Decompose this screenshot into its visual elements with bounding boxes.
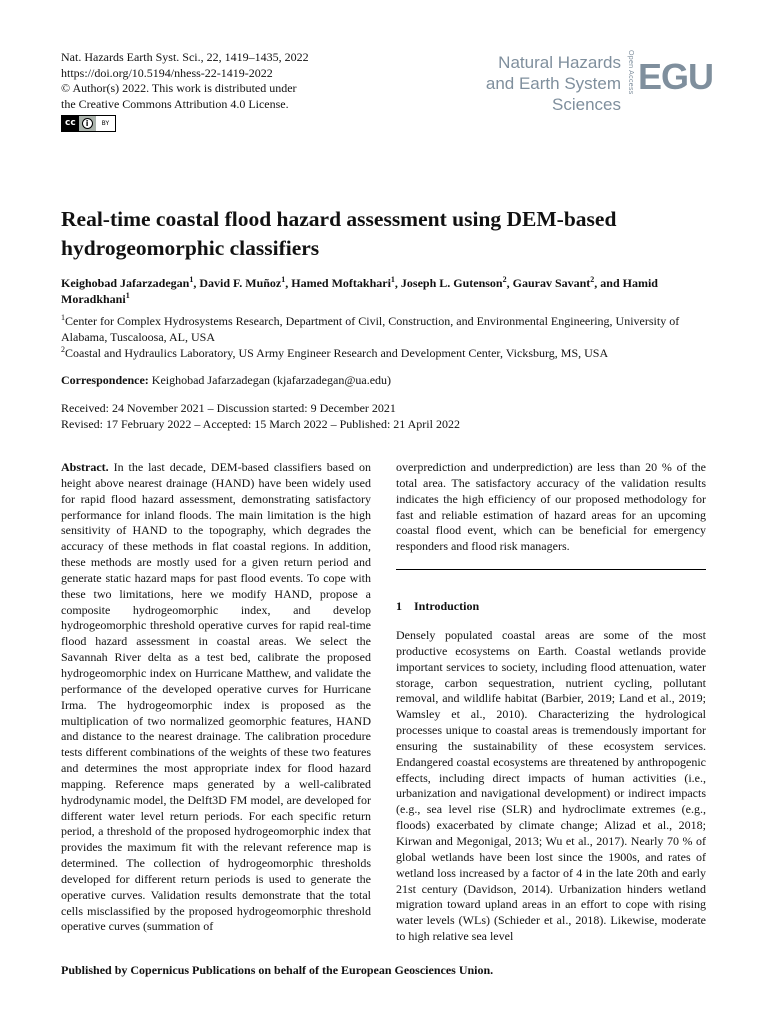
abstract xyxy=(61,460,371,960)
doi-link[interactable]: https://doi.org/10.5194/nhess-22-1419-2022 xyxy=(61,65,273,80)
abstract-continuation: overprediction and underprediction) are less than 20 % of the total area. The satisfactory accuracy of the validation results indicates the high efficiency of our proposed methodology for fast and reliable estimation of hazard areas for an upcoming coastal flood event, which can be beneficial for emergency responders and flood risk managers. xyxy=(396,460,706,554)
affiliation-1: $^1$Center for Complex Hydrosystems Research, Department of Civil, Construction, and Environmental Engineering, University of Alabama, Tuscaloosa, AL, USA xyxy=(61,313,680,344)
license-line: the Creative Commons Attribution 4.0 License. xyxy=(61,96,289,111)
publisher-footer: Published by Copernicus Publications on behalf of the European Geosciences Union. xyxy=(61,963,494,977)
section-number: 1 xyxy=(396,599,402,613)
abstract-label: Abstract. xyxy=(61,460,109,474)
by-attribution-icon: i xyxy=(79,116,96,131)
author-list: Keighobad Jafarzadegan$^1$, David F. Muñoz$^1$, Hamed Moftakhari$^1$, Joseph L. Gutenson$^2$, Gaurav Savant$^2$, and Hamid Moradkhani$^1$ xyxy=(61,275,658,306)
egu-logo: EGU xyxy=(638,56,714,97)
introduction-body: Densely populated coastal areas are some of the most productive ecosystems on Earth. Coastal wetlands provide important services to society, including flood attenuation, water storage, carbon sequestration, nutrient cycling, pollutant removal, and wildlife habitat (Barbier, 2019; Land et al., 2019; Wamsley et al., 2010). Characterizing the hydrological processes unique to coastal areas is tremendously important for ensuring the sustainability of these ecosystem services. Endangered coastal ecosystems are threatened by anthropogenic effects, including direct impacts of human activities (i.e., urbanization and navigational development) or indirect impacts (e.g., sea level rise (SLR) and hydroclimate extremes (e.g., floods) exacerbated by climate change; Alizad et al., 2018; Kirwan and Megonigal, 2013; Wu et al., 2017). Nearly 70 % of global wetlands have been lost since the 1900s, and rates of wetland loss increased by a factor of 4 in the late 20th and early 21st century (Davidson, 2014). Urbanization hinders wetland migration toward upland areas in an effort to cope with rising water levels (WLs) (Schieder et al., 2018). Likewise, moderate to high relative sea level xyxy=(396,628,706,944)
section-heading xyxy=(396,599,479,614)
affiliations xyxy=(61,314,721,361)
correspondence xyxy=(61,373,391,388)
citation-block xyxy=(61,50,309,132)
journal-name: Natural Hazards and Earth System Sciences xyxy=(485,53,621,114)
section-divider xyxy=(396,569,706,570)
affiliation-2: $^2$Coastal and Hydraulics Laboratory, US Army Engineer Research and Development Center, Vicksburg, MS, USA xyxy=(61,344,609,360)
correspondence-text: Keighobad Jafarzadegan (kjafarzadegan@ua.edu) xyxy=(148,373,392,387)
revised-dates: Revised: 17 February 2022 – Accepted: 15 March 2022 – Published: 21 April 2022 xyxy=(61,416,460,431)
section-title: Introduction xyxy=(414,599,480,613)
cc-by-license-icon[interactable] xyxy=(61,115,116,132)
paper-title: Real-time coastal flood hazard assessment using DEM-based hydrogeomorphic classifiers xyxy=(61,207,617,260)
copyright-line: © Author(s) 2022. This work is distributed under xyxy=(61,81,297,95)
open-access-label: Open Access xyxy=(627,50,634,95)
cc-icon: cc xyxy=(62,116,79,131)
correspondence-label: Correspondence: xyxy=(61,373,149,387)
by-label: BY xyxy=(96,116,115,131)
publication-dates xyxy=(61,401,460,432)
journal-citation: Nat. Hazards Earth Syst. Sci., 22, 1419–1435, 2022 xyxy=(61,50,309,64)
abstract-body: In the last decade, DEM-based classifiers based on height above nearest drainage (HAND) have been widely used for rapid flood hazard assessment, demonstrating satisfactory performance for inland floods. The main limitation is the high sensitivity of HAND to the topography, which degrades the accuracy of these methods in flat coastal regions. In addition, these methods are mostly used for a given return period and generate static hazard maps for past flood events. To cope with these two limitations, here we modify HAND, propose a composite hydrogeomorphic index, and develop hydrogeomorphic threshold operative curves for rapid real-time flood hazard assessment in coastal areas. We select the Savannah River delta as a test bed, calibrate the proposed hydrogeomorphic index on Hurricane Matthew, and validate the performance of the developed operative curves for Hurricane Irma. The hydrogeomorphic index is proposed as the multiplication of two normalized geomorphic features, HAND and distance to the nearest drainage. The calibration procedure tests different combinations of the weights of these two features and determines the most appropriate index for flood hazard mapping. Reference maps generated by a well-calibrated hydrodynamic model, the Delft3D FM model, are developed for different water level return periods. For each specific return period, a threshold of the proposed hydrogeomorphic index that provides the maximum fit with the relevant reference map is determined. The collection of hydrogeomorphic thresholds developed for different return periods is used to generate the operative curves. Validation results demonstrate that the total cells misclassified by the proposed hydrogeomorphic threshold operative curves (summation of xyxy=(61,460,371,934)
received-dates: Received: 24 November 2021 – Discussion started: 9 December 2021 xyxy=(61,401,396,415)
